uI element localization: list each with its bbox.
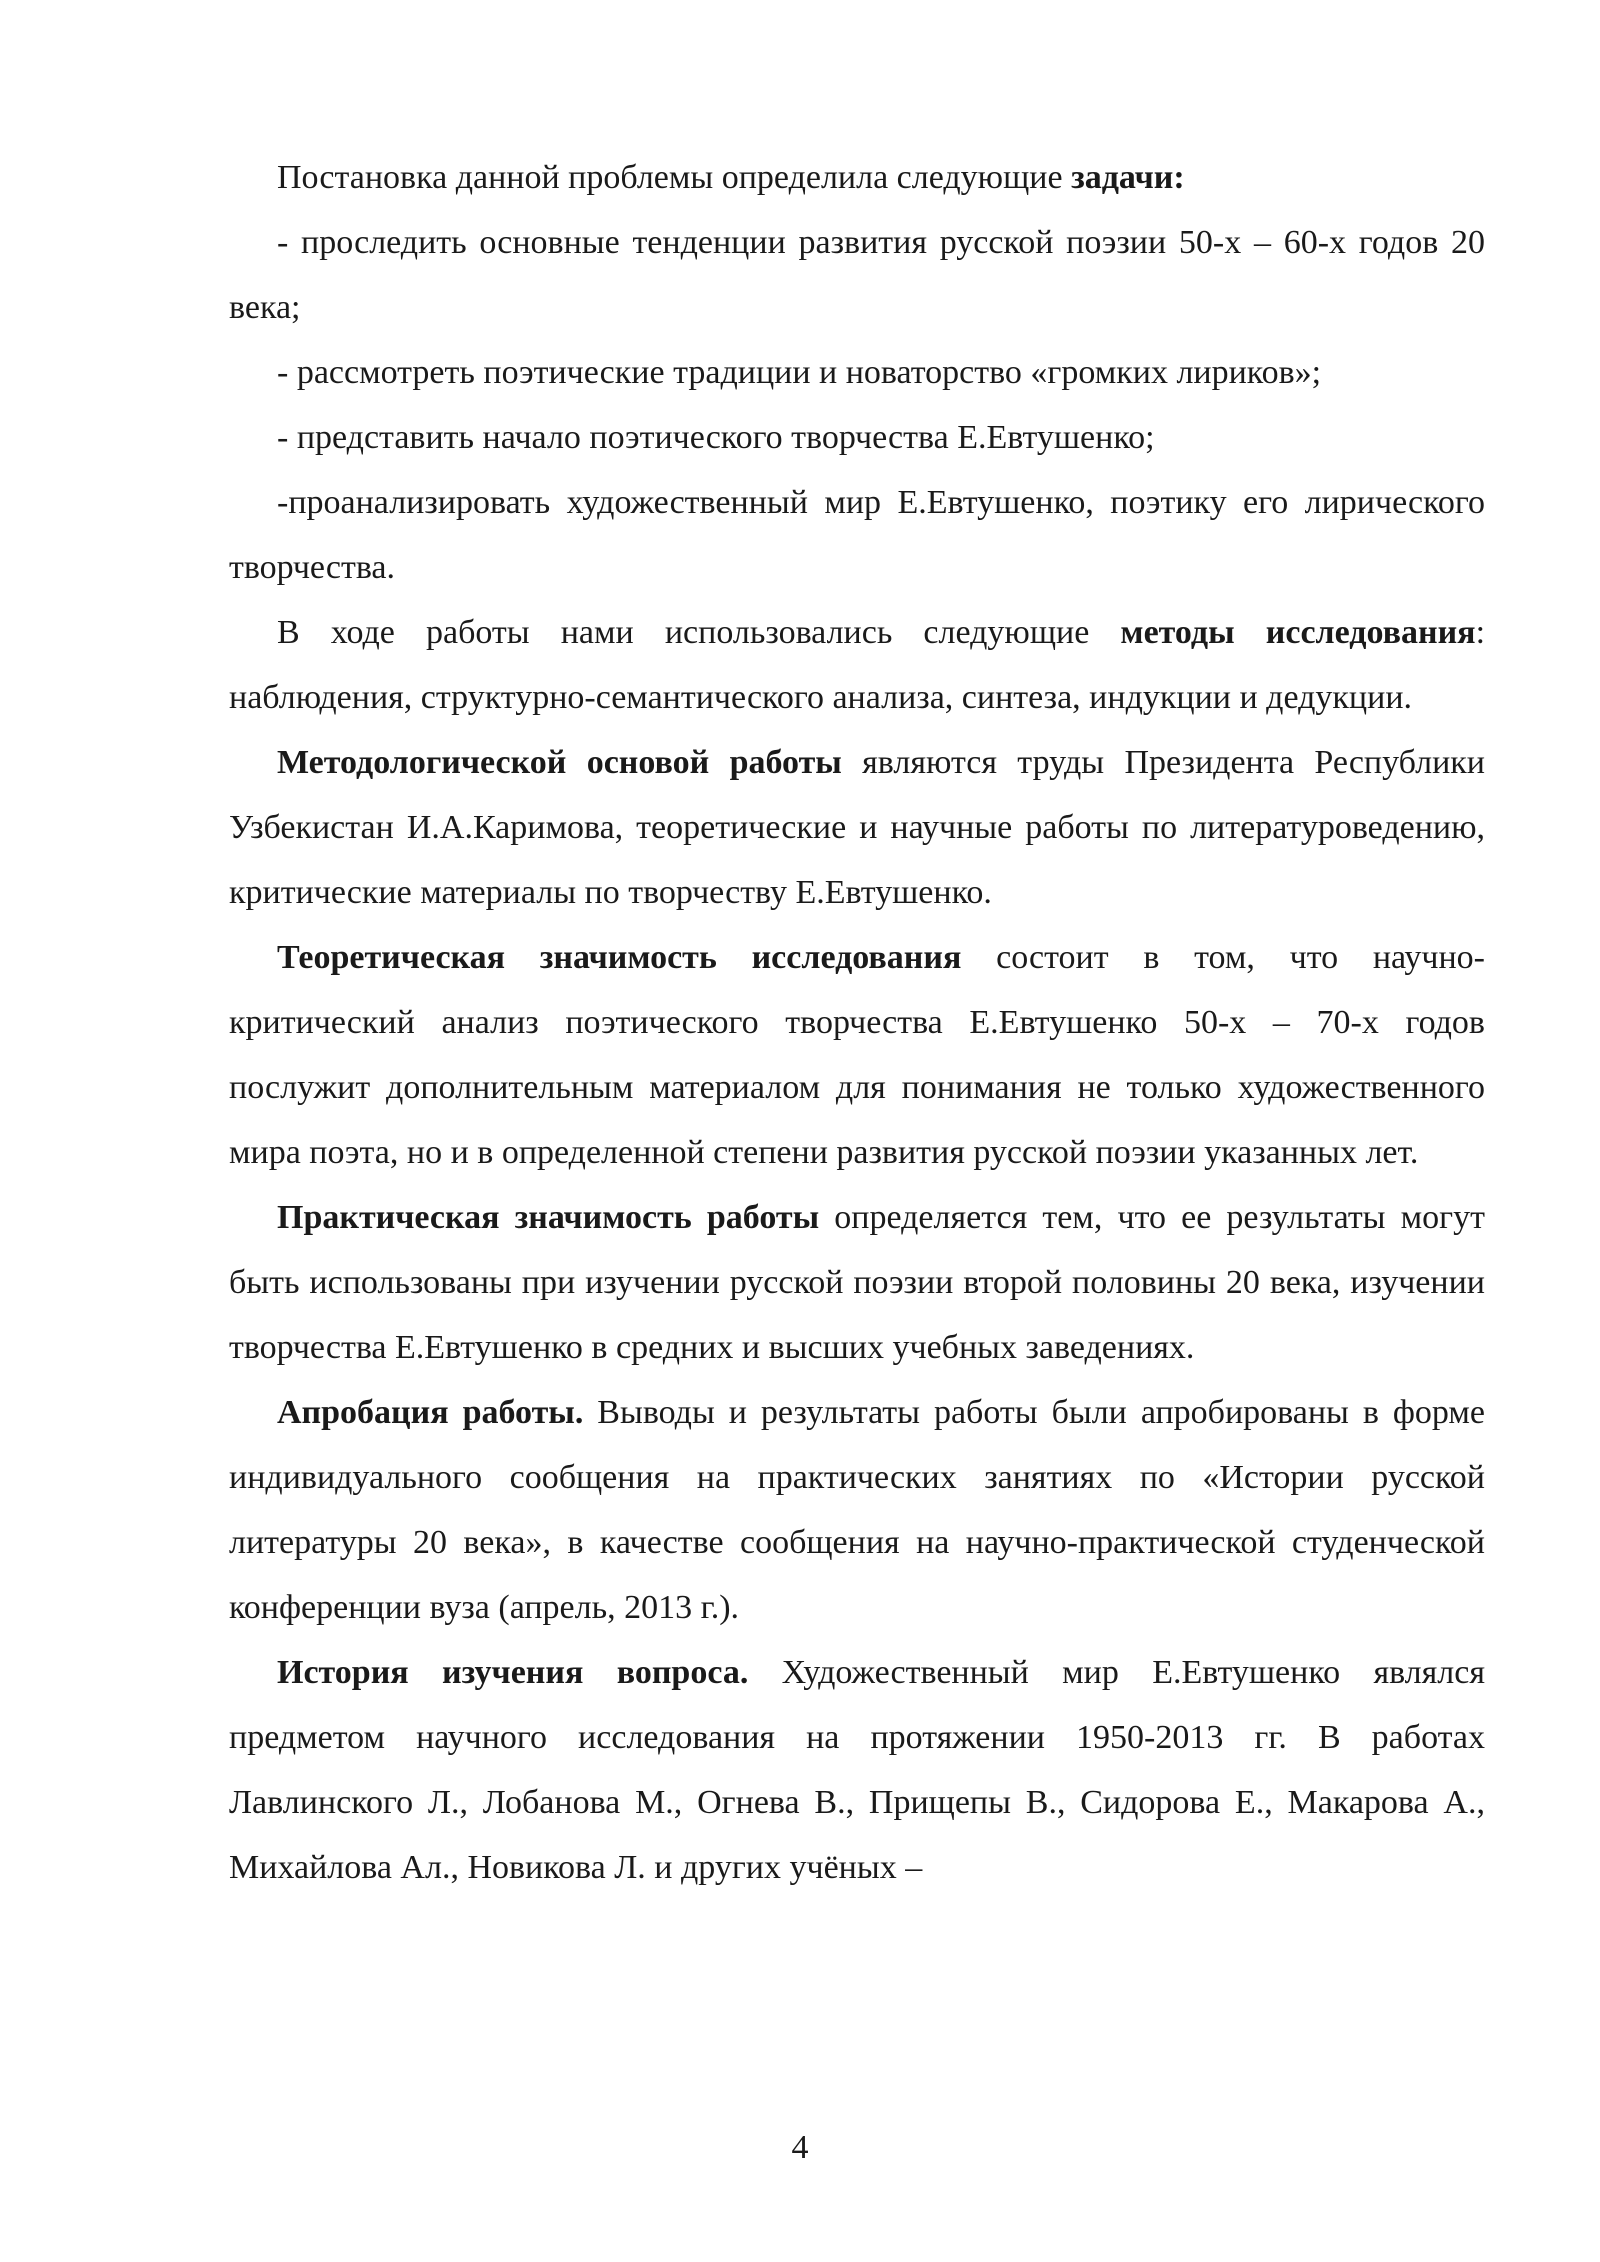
- tasks-intro-text: Постановка данной проблемы определила следующие: [277, 159, 1072, 196]
- paragraph-practical-significance: [229, 1185, 1485, 1380]
- approbation-heading: Апробация работы.: [277, 1394, 584, 1431]
- paragraph-methodology: [229, 730, 1485, 925]
- approbation-text: Выводы и результаты работы были апробированы в форме индивидуального сообщения на практических занятиях по «Истории русской литературы 20 века», в качестве сообщения на научно-практической студенческой конференции вуза (апрель, 2013 г.).: [229, 1394, 1485, 1626]
- research-history-text: Художественный мир Е.Евтушенко являлся предметом научного исследования на протяжении 1950-2013 гг. В работах Лавлинского Л., Лобанова М., Огнева В., Прищепы В., Сидорова Е., Макарова А., Михайлова Ал., Новикова Л. и других учёных –: [229, 1654, 1485, 1886]
- page-number: 4: [791, 2129, 809, 2166]
- practical-significance-text: определяется тем, что ее результаты могут быть использованы при изучении русской поэзии второй половины 20 века, изучении творчества Е.Евтушенко в средних и высших учебных заведениях.: [229, 1199, 1485, 1366]
- methods-text: : наблюдения, структурно-семантического анализа, синтеза, индукции и дедукции.: [229, 614, 1486, 716]
- paragraph-approbation: [229, 1380, 1485, 1640]
- tasks-heading: задачи:: [1071, 159, 1185, 196]
- methodology-text: являются труды Президента Республики Узбекистан И.А.Каримова, теоретические и научные работы по литературоведению, критические материалы по творчеству Е.Евтушенко.: [229, 744, 1485, 911]
- paragraph-tasks-intro: [229, 145, 1485, 210]
- research-history-heading: История изучения вопроса.: [277, 1654, 749, 1691]
- paragraph-methods: [229, 600, 1485, 730]
- task-item: - проследить основные тенденции развития русской поэзии 50-х – 60-х годов 20 века;: [229, 224, 1485, 326]
- task-item: -проанализировать художественный мир Е.Евтушенко, поэтику его лирического творчества.: [229, 484, 1485, 586]
- practical-significance-heading: Практическая значимость работы: [277, 1199, 820, 1236]
- task-item: - представить начало поэтического творчества Е.Евтушенко;: [277, 419, 1155, 456]
- methodology-heading: Методологической основой работы: [277, 744, 842, 781]
- document-body: [229, 145, 1485, 1900]
- task-item: - рассмотреть поэтические традиции и новаторство «громких лириков»;: [277, 354, 1322, 391]
- methods-heading: методы исследования: [1120, 614, 1476, 651]
- theoretical-significance-heading: Теоретическая значимость исследования: [277, 939, 962, 976]
- methods-intro-text: В ходе работы нами использовались следующие: [277, 614, 1121, 651]
- paragraph-research-history: [229, 1640, 1485, 1900]
- theoretical-significance-text: состоит в том, что научно-критический анализ поэтического творчества Е.Евтушенко 50-х – 70-х годов послужит дополнительным материалом для понимания не только художественного мира поэта, но и в определенной степени развития русской поэзии указанных лет.: [229, 939, 1486, 1171]
- paragraph-theoretical-significance: [229, 925, 1485, 1185]
